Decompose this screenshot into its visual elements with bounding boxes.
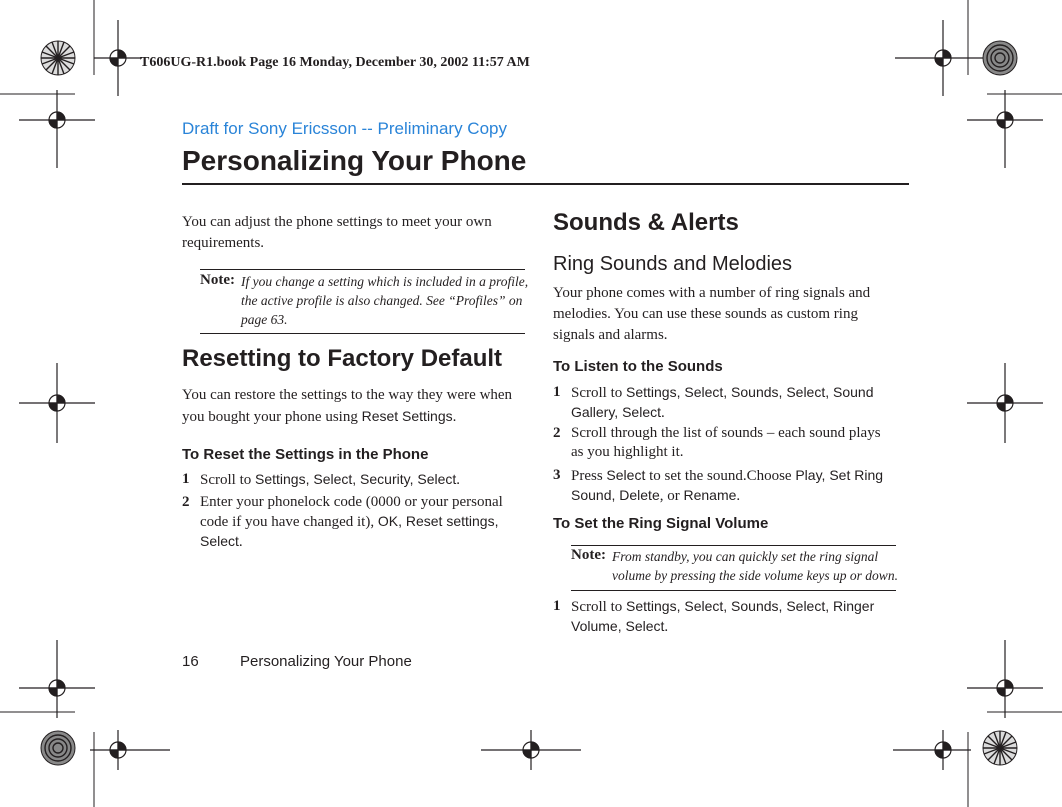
intro-paragraph: You can adjust the phone settings to meet your own requirements. (182, 214, 492, 251)
ui-term-path: Gallery, Select (571, 404, 661, 420)
procedure-heading-reset: To Reset the Settings in the Phone (182, 446, 429, 463)
note-label: Note: (200, 272, 235, 288)
draft-notice: Draft for Sony Ericsson -- Preliminary Copy (182, 119, 507, 138)
note-bottom-rule (200, 333, 525, 334)
section-heading-sounds: Sounds & Alerts (553, 209, 739, 236)
note-top-rule (571, 545, 896, 546)
note-text (241, 272, 528, 329)
step-text: Press (571, 468, 607, 484)
note-line: From standby, you can quickly set the ring signal (612, 549, 879, 564)
step-number: 1 (553, 598, 561, 614)
note-label: Note: (571, 547, 606, 563)
ui-term-path: Settings, Select, Security, Select (255, 471, 457, 487)
ui-term-rename: Rename (683, 487, 737, 503)
step-text: code if you have changed it), (200, 514, 378, 530)
step-text: as you highlight it. (571, 444, 684, 460)
step-text: Scroll through the list of sounds – each sound plays (571, 425, 881, 441)
note-text (612, 547, 898, 585)
paragraph-line: Your phone comes with a number of ring signals and (553, 285, 871, 301)
note-bottom-rule (571, 590, 896, 591)
step-number: 1 (182, 471, 190, 487)
ui-term-path: OK, Reset settings, (377, 513, 499, 529)
step-text: Scroll to (571, 599, 626, 615)
ui-term-path: Settings, Select, Sounds, Select, Sound (626, 384, 874, 400)
reset-paragraph (182, 385, 542, 428)
note-profile (200, 269, 529, 335)
volume-step-1 (553, 597, 913, 637)
step-text: Scroll to (200, 472, 255, 488)
procedure-heading-listen: To Listen to the Sounds (553, 358, 723, 375)
note-line: page 63. (241, 312, 288, 327)
reset-paragraph-text: you bought your phone using (182, 409, 362, 425)
step-number: 2 (182, 494, 190, 510)
listen-step-3 (553, 466, 913, 506)
note-line: the active profile is also changed. See “Profiles” on (241, 293, 523, 308)
subheading-ring-sounds: Ring Sounds and Melodies (553, 253, 793, 275)
step-text: Enter your phonelock code (0000 or your personal (200, 494, 503, 510)
ui-term-options: Play, Set Ring (795, 467, 884, 483)
ui-term-reset-settings: Reset Settings (361, 408, 453, 424)
paragraph-line: signals and alarms. (553, 327, 668, 343)
step-text: to set the sound.Choose (645, 468, 796, 484)
period: . (661, 405, 665, 421)
footer-chapter-title: Personalizing Your Phone (240, 653, 412, 670)
step-number: 1 (553, 384, 561, 400)
ring-sounds-paragraph (553, 283, 870, 346)
section-heading-reset: Resetting to Factory Default (182, 345, 503, 372)
listen-step-1 (553, 383, 913, 423)
listen-step-2 (553, 424, 913, 464)
title-rule (182, 183, 909, 185)
ui-term-options: Sound, Delete (571, 487, 660, 503)
ui-term-path: Settings, Select, Sounds, Select, Ringer (626, 598, 875, 614)
reset-step-1 (182, 470, 542, 490)
page-title: Personalizing Your Phone (182, 145, 527, 176)
ui-term-select: Select (606, 467, 646, 483)
ui-term-path: Volume, Select (571, 618, 665, 634)
procedure-heading-volume: To Set the Ring Signal Volume (553, 515, 769, 532)
step-number: 2 (553, 425, 561, 441)
step-text: , or (659, 488, 684, 504)
reset-paragraph-line: You can restore the settings to the way they were when (182, 387, 513, 403)
ui-term-select: Select (200, 533, 239, 549)
period: . (456, 472, 461, 488)
step-text: Scroll to (571, 385, 626, 401)
page-number: 16 (182, 653, 199, 670)
reset-step-2 (182, 493, 542, 553)
note-line: volume by pressing the side volume keys up or down. (612, 568, 898, 583)
note-top-rule (200, 269, 525, 270)
period: . (736, 488, 741, 504)
period: . (664, 619, 669, 635)
note-standby (571, 545, 896, 592)
note-line: If you change a setting which is included in a profile, (241, 274, 529, 289)
period: . (452, 409, 457, 425)
step-number: 3 (553, 467, 561, 483)
period: . (238, 534, 243, 550)
print-header: T606UG-R1.book Page 16 Monday, December 30, 2002 11:57 AM (140, 55, 530, 70)
paragraph-line: melodies. You can use these sounds as custom ring (553, 306, 858, 322)
